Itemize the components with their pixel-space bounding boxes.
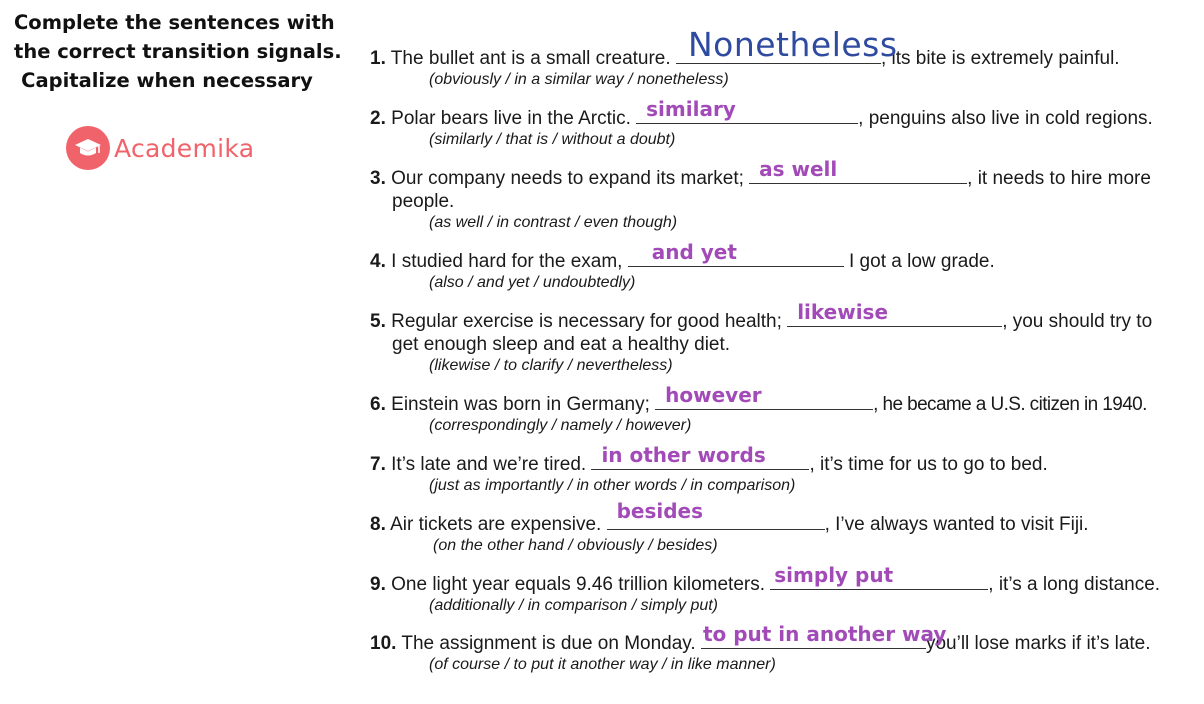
sentence-text: you’ll lose marks if it’s late. (925, 633, 1151, 654)
sentence-text: Regular exercise is necessary for good health; (391, 311, 782, 332)
answer-blank[interactable] (749, 157, 967, 184)
sidebar (0, 0, 340, 704)
question-sentence (370, 383, 1200, 416)
question-sentence (370, 97, 1200, 130)
question-number: 4. (370, 251, 386, 272)
sentence-text: The assignment is due on Monday. (401, 633, 696, 654)
answer-text: Nonetheless (687, 25, 898, 64)
question-item (370, 443, 1200, 496)
question-item (370, 622, 1200, 675)
answer-text: and yet (651, 240, 737, 264)
answer-blank[interactable] (787, 300, 1002, 327)
question-item (370, 157, 1200, 233)
question-item (370, 300, 1200, 376)
sentence-text: , its bite is extremely painful. (880, 48, 1120, 69)
sentence-text: , it needs to hire more (967, 168, 1151, 189)
answer-text: as well (759, 157, 838, 181)
sentence-text: Polar bears live in the Arctic. (391, 108, 631, 129)
question-number: 10. (370, 633, 397, 654)
sentence-text: The bullet ant is a small creature. (390, 48, 671, 69)
answer-text: similary (646, 97, 736, 121)
answer-text: likewise (797, 300, 889, 324)
sentence-text: , penguins also live in cold regions. (858, 108, 1153, 129)
instruction-line-3: Capitalize when necessary (21, 69, 313, 92)
answer-blank[interactable] (636, 97, 858, 124)
question-sentence (370, 622, 1200, 655)
answer-blank[interactable] (655, 383, 873, 410)
instructions (14, 8, 342, 95)
answer-text: besides (616, 499, 704, 523)
sentence-text: , he became a U.S. citizen in 1940. (873, 394, 1147, 415)
academika-logo (66, 123, 254, 173)
options-hint: (of course / to put it another way / in like manner) (429, 656, 776, 673)
question-number: 3. (370, 168, 386, 189)
question-number: 9. (370, 574, 386, 595)
answer-blank[interactable] (701, 622, 947, 649)
sentence-text: It’s late and we’re tired. (391, 454, 587, 475)
options-hint: (just as importantly / in other words / in comparison) (429, 477, 796, 494)
question-sentence (370, 499, 1200, 536)
logo-text: Academika (114, 133, 255, 163)
question-item (370, 499, 1200, 556)
answer-text: to put in another way (702, 622, 947, 646)
instruction-line-2: the correct transition signals. (14, 40, 342, 63)
sentence-text: Our company needs to expand its market; (391, 168, 744, 189)
instruction-line-1: Complete the sentences with (14, 11, 335, 34)
question-number: 2. (370, 108, 386, 129)
question-sentence (370, 300, 1200, 333)
question-item (370, 25, 1200, 90)
question-sentence (370, 563, 1200, 596)
sentence-text: I studied hard for the exam, (391, 251, 623, 272)
answer-blank[interactable] (591, 443, 809, 470)
graduation-cap-icon (66, 126, 110, 170)
sentence-continuation: people. (392, 191, 455, 212)
options-hint: (as well / in contrast / even though) (429, 214, 678, 231)
question-sentence (370, 157, 1200, 190)
question-number: 6. (370, 394, 386, 415)
answer-blank[interactable] (607, 499, 825, 530)
question-sentence (370, 25, 1200, 70)
answer-text: in other words (601, 443, 766, 467)
answer-blank[interactable] (628, 240, 844, 267)
question-item (370, 563, 1200, 616)
sentence-text: Einstein was born in Germany; (391, 394, 650, 415)
question-sentence (370, 443, 1200, 476)
question-item (370, 240, 1200, 293)
question-number: 7. (370, 454, 386, 475)
answer-text: however (665, 383, 762, 407)
options-hint: (on the other hand / obviously / besides) (433, 537, 718, 554)
answer-blank[interactable] (676, 25, 898, 64)
sentence-continuation: get enough sleep and eat a healthy diet. (392, 334, 731, 355)
options-hint: (also / and yet / undoubtedly) (429, 274, 636, 291)
options-hint: (correspondingly / namely / however) (429, 417, 692, 434)
sentence-text: I got a low grade. (843, 251, 995, 272)
question-sentence (370, 240, 1200, 273)
question-number: 8. (370, 514, 386, 535)
question-item (370, 383, 1200, 436)
options-hint: (additionally / in comparison / simply put) (429, 597, 719, 614)
sentence-text: , it’s a long distance. (988, 574, 1161, 595)
exercise (370, 0, 1200, 704)
sentence-text: , it’s time for us to go to bed. (809, 454, 1048, 475)
answer-text: simply put (774, 563, 894, 587)
sentence-text: , you should try to (1002, 311, 1153, 332)
sentence-text: Air tickets are expensive. (390, 514, 602, 535)
question-number: 1. (370, 48, 386, 69)
answer-blank[interactable] (770, 563, 988, 590)
sentence-text: One light year equals 9.46 trillion kilometers. (391, 574, 765, 595)
options-hint: (similarly / that is / without a doubt) (429, 131, 676, 148)
question-item (370, 97, 1200, 150)
options-hint: (obviously / in a similar way / nonetheless) (429, 71, 729, 88)
question-number: 5. (370, 311, 386, 332)
options-hint: (likewise / to clarify / nevertheless) (429, 357, 673, 374)
sentence-text: , I’ve always wanted to visit Fiji. (824, 514, 1089, 535)
